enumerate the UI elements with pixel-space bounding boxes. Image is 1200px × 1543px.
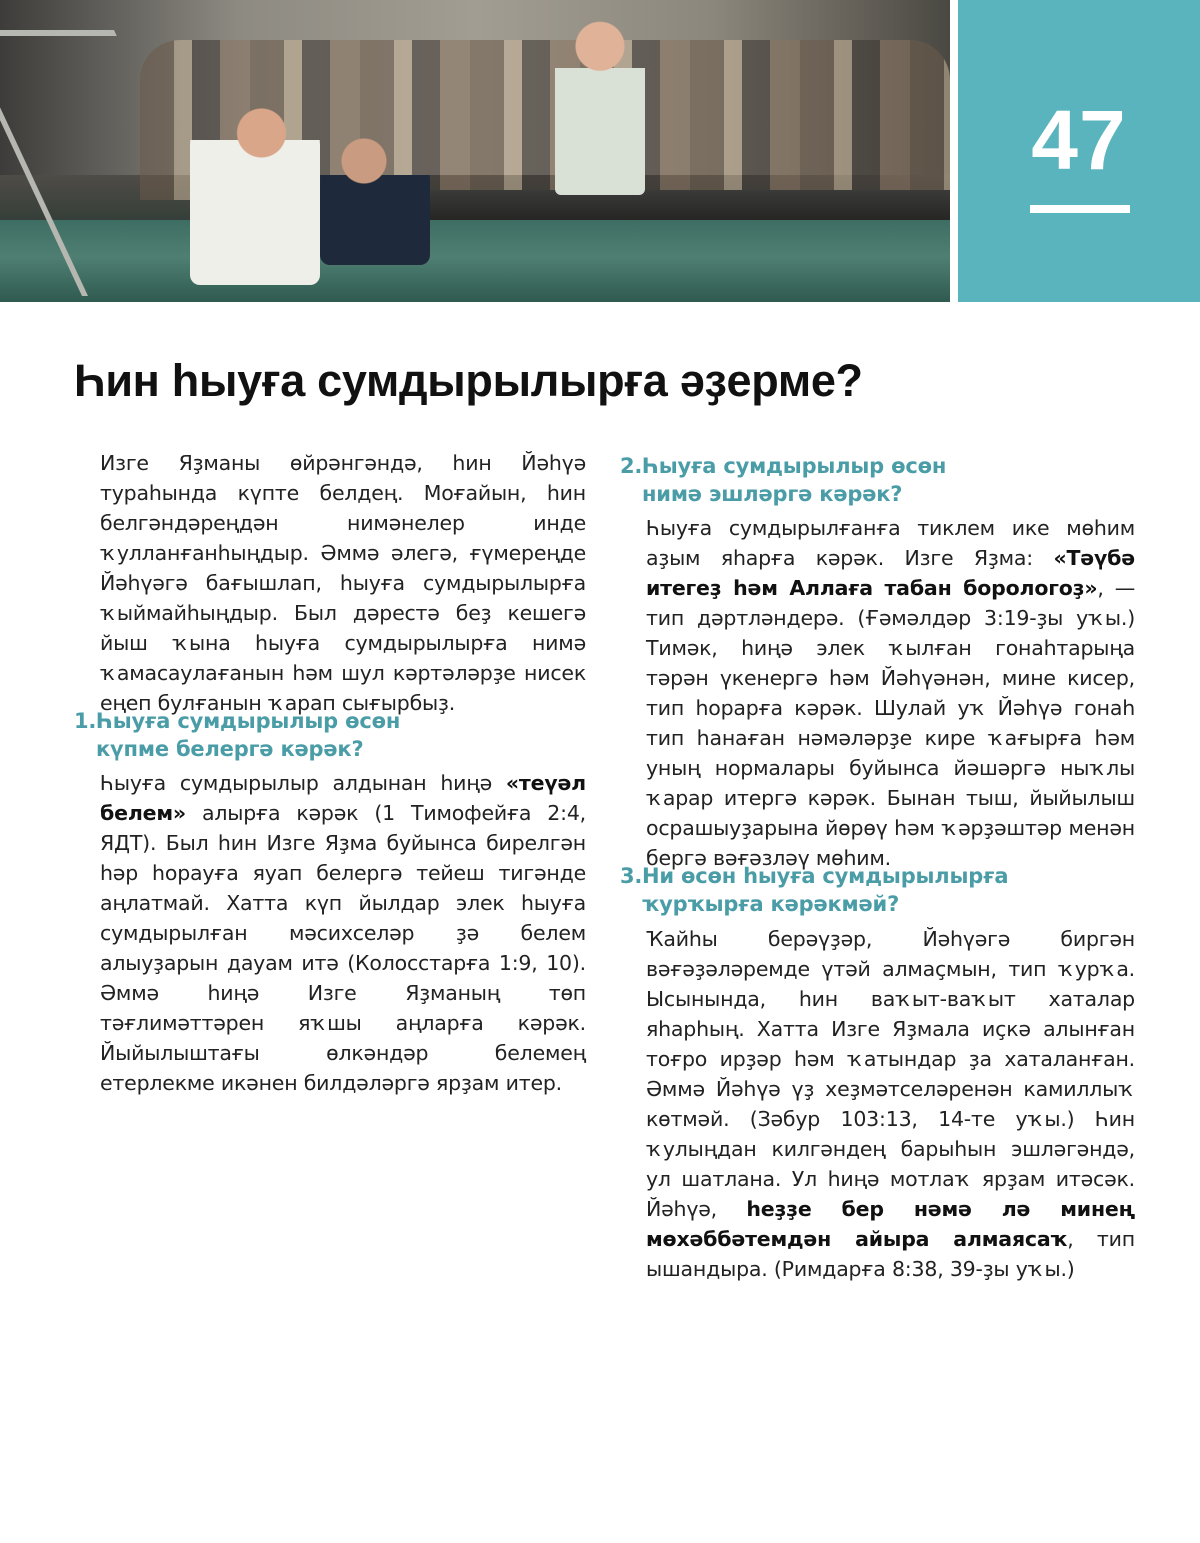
section-2-heading-line1: Һыуға сумдырылыр өсөн (642, 454, 947, 478)
section-3-number: 3. (620, 864, 643, 888)
baptism-photo (0, 0, 950, 302)
section-3-heading-line2: ҡурҡырға кәрәкмәй? (642, 892, 900, 916)
photo-candidate (320, 135, 430, 265)
section-2-answer-bold: «Тәүбә итегеҙ һәм Аллаға табан борологоҙ» (646, 546, 1135, 600)
section-2-answer (646, 513, 1135, 873)
section-3-heading (620, 862, 1135, 918)
section-2-answer-part1: Һыуға сумдырылғанға тиклем ике мөһим аҙым яһарға кәрәк. Изге Яҙма: (646, 516, 1135, 570)
lesson-number: 47 (1031, 93, 1127, 187)
section-1-heading-line1: Һыуға сумдырылыр өсөн (96, 709, 401, 733)
section-3-heading-line1: Ни өсөн һыуға сумдырылырға (642, 864, 1009, 888)
section-1-answer-part1: Һыуға сумдырылыр алдынан һиңә (100, 771, 506, 795)
section-2-heading (620, 452, 1135, 508)
section-2-answer-part2: , — тип дәртләндерә. (Ғәмәлдәр 3:19-ҙы уҡы.) Тимәк, һиңә элек ҡылған гонаһтарыңа тәрән үкенергә һәм Йәһүәнән, мине кисер, тип һорарға кәрәк. Шулай уҡ Йәһүә гонаһ тип һанаған нәмәләрҙе кире ҡағырға һәм уның нормалары буйынса йәшәргә ныҡлы ҡарар итергә кәрәк. Бынан тыш, йыйылыш осрашыуҙарына йөрөү һәм ҡәрҙәштәр менән бергә вәғәзләү мөһим. (646, 576, 1135, 870)
section-1-answer (100, 768, 586, 1098)
section-1-heading-line2: күпме белергә кәрәк? (96, 737, 364, 761)
section-1-heading (74, 707, 586, 763)
section-3-answer (646, 924, 1135, 1284)
page-title: Һин һыуға сумдырылырға әҙерме? (74, 355, 863, 406)
section-2-number: 2. (620, 454, 643, 478)
section-3-answer-part2: , тип ышандыра. (Римдарға 8:38, 39-ҙы уҡы.) (646, 1227, 1135, 1281)
photo-speaker (555, 20, 645, 195)
badge-underline (1030, 205, 1130, 213)
intro-paragraph: Изге Яҙманы өйрәнгәндә, һин Йәһүә тураһында күпте белдең. Моғайын, һин белгәндәреңдән нимәнелер инде ҡулланғанһыңдыр. Әммә әлегә, ғүмереңде Йәһүәгә бағышлап, һыуға сумдырылырға ҡыймайһыңдыр. Был дәрестә беҙ кешегә йыш ҡына һыуға сумдырылырға нимә ҡамасаулағанын һәм шул кәртәләрҙе нисек еңеп булғанын ҡарап сығырбыҙ. (100, 451, 586, 715)
section-1-number: 1. (74, 709, 97, 733)
section-3-answer-part1: Ҡайһы берәүҙәр, Йәһүәгә биргән вәғәҙәләремде үтәй алмаçмын, тип ҡурҡа. Ысынында, һин ваҡыт-ваҡыт хаталар яһарһың. Хатта Изге Яҙмала иçкә алынған тоғро ирҙәр һәм ҡатындар ҙа хаталанған. Әммә Йәһүә үҙ хеҙмәтселәренән камиллыҡ көтмәй. (Зәбур 103:13, 14-те уҡы.) Һин ҡулыңдан килгәндең барыһын эшләгәндә, ул шатлана. Ул һиңә мотлаҡ ярҙам итәсәк. Йәһүә, (646, 927, 1135, 1221)
section-2-heading-line2: нимә эшләргә кәрәк? (642, 482, 903, 506)
photo-baptizer (190, 95, 320, 285)
lesson-number-badge (958, 0, 1200, 302)
section-1-answer-bold: «теүәл белем» (100, 771, 586, 825)
section-1-answer-part2: алырға кәрәк (1 Тимофейға 2:4, ЯДТ). Был һин Изге Яҙма буйынса бирелгән һәр һорауға яуап белергә тейеш тигәнде аңлатмай. Хатта күп йылдар элек һыуға сумдырылған мәсихселәр ҙә белем алыуҙарын дауам итә (Колосстарға 1:9, 10). Әммә һиңә Изге Яҙманың төп тәғлимәттәрен яҡшы аңларға кәрәк. Йыйылыштағы өлкәндәр белемең етерлекме икәнен билдәләргә ярҙам итер. (100, 801, 586, 1095)
section-3-answer-bold: һеҙҙе бер нәмә лә минең мөхәббәтемдән айыра алмаясаҡ (646, 1197, 1135, 1251)
